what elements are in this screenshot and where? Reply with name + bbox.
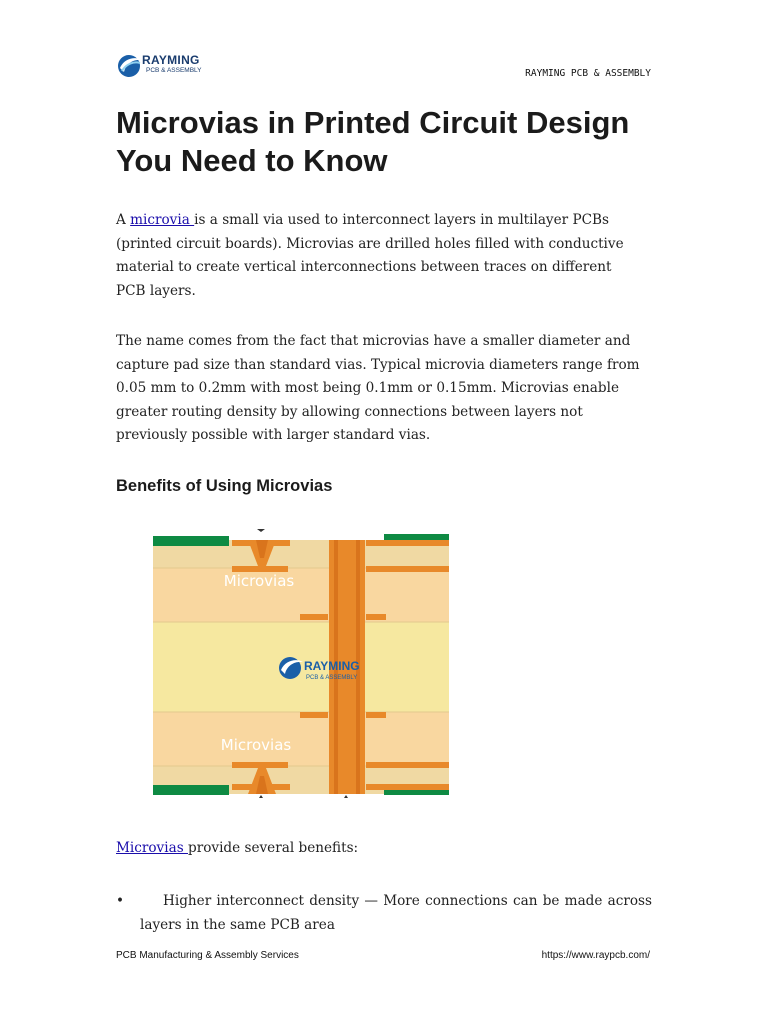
para1-lead: A: [116, 212, 131, 228]
core-layer: [153, 622, 449, 712]
prepreg-top-layer: [153, 568, 449, 622]
prepreg-bottom-layer: [153, 712, 449, 766]
watermark-sub: PCB & ASSEMBLY: [306, 675, 358, 681]
watermark-name: RAYMING: [304, 659, 360, 673]
benefits-intro-text: provide several benefits:: [188, 840, 359, 856]
microvias-link[interactable]: Microvias: [116, 840, 188, 856]
intro-paragraph: [116, 209, 641, 303]
pcb-diagram: [116, 528, 478, 802]
section-heading: Benefits of Using Microvias: [116, 477, 333, 495]
footer-tagline: PCB Manufacturing & Assembly Services: [116, 950, 299, 961]
logo-swirl-icon: [116, 52, 144, 80]
benefits-intro: [116, 840, 358, 856]
logo-name: RAYMING: [142, 53, 200, 67]
bullet-text: Higher interconnect density — More connections can be made across layers in the same PCB area: [140, 893, 652, 933]
bottom-microvias-label: Microvias: [220, 736, 292, 754]
microvia-link[interactable]: microvia: [130, 212, 195, 228]
microvia-cross-section-figure: [116, 528, 478, 802]
bullet-marker: •: [116, 893, 125, 909]
watermark-logo: [279, 657, 360, 681]
solder-mask-bottom-left: [153, 785, 229, 795]
list-item: [116, 890, 652, 937]
rayming-logo: [116, 52, 216, 82]
top-microvias-label: Microvias: [223, 572, 295, 590]
footer-url[interactable]: https://www.raypcb.com/: [541, 950, 650, 961]
diameter-paragraph: The name comes from the fact that microvias have a smaller diameter and capture pad size than standard vias. Typical microvia diameters range from 0.05 mm to 0.2mm with most being 0.1mm or 0.15mm. Microvias enable greater routing density by allowing connections between layers not previously possible with larger standard vias.: [116, 333, 640, 444]
page-title: Microvias in Printed Circuit Design You Need to Know: [116, 105, 630, 178]
header-company-name: RAYMING PCB & ASSEMBLY: [525, 68, 651, 79]
solder-mask-top-left: [153, 536, 229, 546]
para1-rest: is a small via used to interconnect layers in multilayer PCBs (printed circuit boards). Microvias are drilled holes filled with conductive material to create vertical interconnections between traces on different PCB layers.: [116, 212, 624, 299]
logo-subtitle: PCB & ASSEMBLY: [146, 67, 202, 74]
solder-mask-top-right: [384, 534, 449, 540]
